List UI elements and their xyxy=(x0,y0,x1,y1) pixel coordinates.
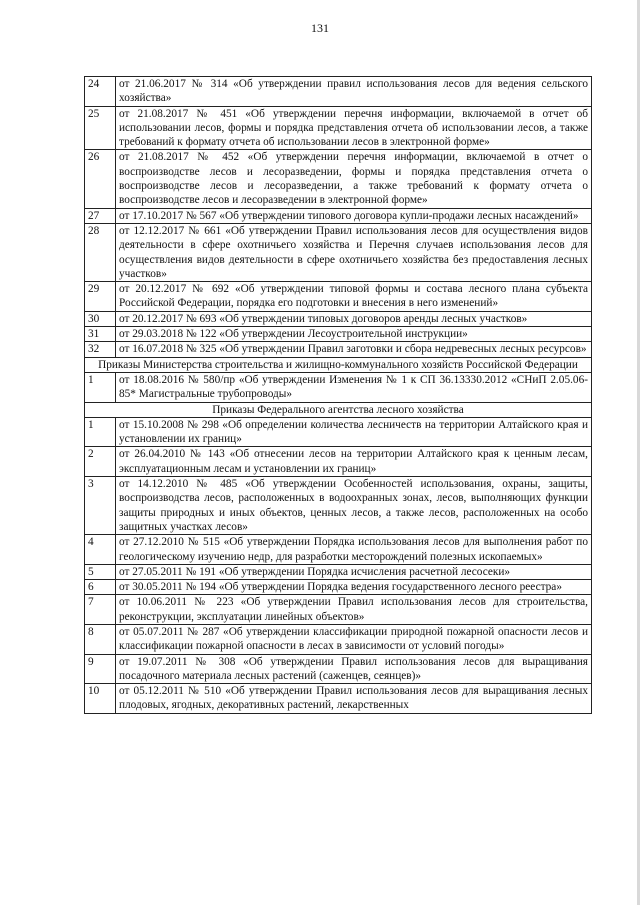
table-row xyxy=(85,654,592,684)
row-number: 28 xyxy=(85,223,116,281)
act-description: от 20.12.2017 № 692 «Об утверждении типовой формы и состава лесного плана субъекта Российской Федерации, порядка его подготовки и внесения в него изменений» xyxy=(116,282,592,312)
row-number: 1 xyxy=(85,372,116,402)
section-heading: Приказы Министерства строительства и жилищно-коммунального хозяйств Российской Федерации xyxy=(85,357,592,372)
act-description: от 29.03.2018 № 122 «Об утверждении Лесоустроительной инструкции» xyxy=(116,327,592,342)
act-description: от 20.12.2017 № 693 «Об утверждении типовых договоров аренды лесных участков» xyxy=(116,311,592,326)
table-row xyxy=(85,580,592,595)
row-number: 24 xyxy=(85,77,116,107)
table-row xyxy=(85,342,592,357)
act-description: от 21.08.2017 № 452 «Об утверждении перечня информации, включаемой в отчет о воспроизводстве лесов и лесоразведении, формы и порядка представления отчета о воспроизводстве лесов и лесоразведении, а также требований к формату отчета о воспроизводстве лесов и лесоразведении в электронной форме» xyxy=(116,150,592,208)
row-number: 3 xyxy=(85,477,116,535)
row-number: 10 xyxy=(85,684,116,714)
act-description: от 27.05.2011 № 191 «Об утверждении Порядка исчисления расчетной лесосеки» xyxy=(116,564,592,579)
section-heading-row xyxy=(85,402,592,417)
table-row xyxy=(85,417,592,447)
table-row xyxy=(85,208,592,223)
act-description: от 05.07.2011 № 287 «Об утверждении классификации природной пожарной опасности лесов и классификации пожарной опасности в лесах в зависимости от условий погоды» xyxy=(116,624,592,654)
row-number: 7 xyxy=(85,595,116,625)
row-number: 9 xyxy=(85,654,116,684)
act-description: от 19.07.2011 № 308 «Об утверждении Правил использования лесов для выращивания посадочного материала лесных растений (саженцев, сеянцев)» xyxy=(116,654,592,684)
table-row xyxy=(85,564,592,579)
act-description: от 26.04.2010 № 143 «Об отнесении лесов на территории Алтайского края к ценным лесам, эксплуатационным лесам и установлении их границ» xyxy=(116,447,592,477)
act-description: от 21.08.2017 № 451 «Об утверждении перечня информации, включаемой в отчет об использовании лесов, формы и порядка представления отчета об использовании лесов, а также требований к формату отчета об использовании лесов в электронной форме» xyxy=(116,106,592,150)
row-number: 6 xyxy=(85,580,116,595)
act-description: от 05.12.2011 № 510 «Об утверждении Правил использования лесов для выращивания лесных плодовых, ягодных, декоративных растений, лекарственных xyxy=(116,684,592,714)
row-number: 29 xyxy=(85,282,116,312)
row-number: 31 xyxy=(85,327,116,342)
row-number: 2 xyxy=(85,447,116,477)
row-number: 4 xyxy=(85,535,116,565)
row-number: 8 xyxy=(85,624,116,654)
act-description: от 15.10.2008 № 298 «Об определении количества лесничеств на территории Алтайского края и установлении их границ» xyxy=(116,417,592,447)
table-body xyxy=(85,77,592,714)
section-heading-row xyxy=(85,357,592,372)
row-number: 26 xyxy=(85,150,116,208)
table-row xyxy=(85,282,592,312)
act-description: от 17.10.2017 № 567 «Об утверждении типового договора купли-продажи лесных насаждений» xyxy=(116,208,592,223)
row-number: 32 xyxy=(85,342,116,357)
table-row xyxy=(85,535,592,565)
table-row xyxy=(85,477,592,535)
page-number: 131 xyxy=(311,21,329,35)
table-row xyxy=(85,595,592,625)
legal-acts-table xyxy=(84,76,592,714)
table-row xyxy=(85,684,592,714)
table-row xyxy=(85,447,592,477)
table-row xyxy=(85,327,592,342)
row-number: 30 xyxy=(85,311,116,326)
act-description: от 12.12.2017 № 661 «Об утверждении Правил использования лесов для осуществления видов деятельности в сфере охотничьего хозяйства и Перечня случаев использования лесов для осуществления видов деятельности в сфере охотничьего хозяйства без предоставления лесных участков» xyxy=(116,223,592,281)
section-heading: Приказы Федерального агентства лесного хозяйства xyxy=(85,402,592,417)
row-number: 1 xyxy=(85,417,116,447)
table-row xyxy=(85,624,592,654)
act-description: от 16.07.2018 № 325 «Об утверждении Правил заготовки и сбора недревесных лесных ресурсов» xyxy=(116,342,592,357)
act-description: от 18.08.2016 № 580/пр «Об утверждении Изменения № 1 к СП 36.13330.2012 «СНиП 2.05.06-85* Магистральные трубопроводы» xyxy=(116,372,592,402)
row-number: 5 xyxy=(85,564,116,579)
act-description: от 21.06.2017 № 314 «Об утверждении правил использования лесов для ведения сельского хозяйства» xyxy=(116,77,592,107)
act-description: от 14.12.2010 № 485 «Об утверждении Особенностей использования, охраны, защиты, воспроизводства лесов, расположенных в водоохранных зонах, лесов, выполняющих функции защиты природных и иных объектов, ценных лесов, а также лесов, расположенных на особо защитных участках лесов» xyxy=(116,477,592,535)
table-row xyxy=(85,311,592,326)
row-number: 25 xyxy=(85,106,116,150)
act-description: от 30.05.2011 № 194 «Об утверждении Порядка ведения государственного лесного реестра» xyxy=(116,580,592,595)
row-number: 27 xyxy=(85,208,116,223)
act-description: от 27.12.2010 № 515 «Об утверждении Порядка использования лесов для выполнения работ по геологическому изучению недр, для разработки месторождений полезных ископаемых» xyxy=(116,535,592,565)
table-row xyxy=(85,150,592,208)
table-row xyxy=(85,77,592,107)
table-row xyxy=(85,223,592,281)
table-row xyxy=(85,372,592,402)
act-description: от 10.06.2011 № 223 «Об утверждении Правил использования лесов для строительства, реконструкции, эксплуатации линейных объектов» xyxy=(116,595,592,625)
table-row xyxy=(85,106,592,150)
